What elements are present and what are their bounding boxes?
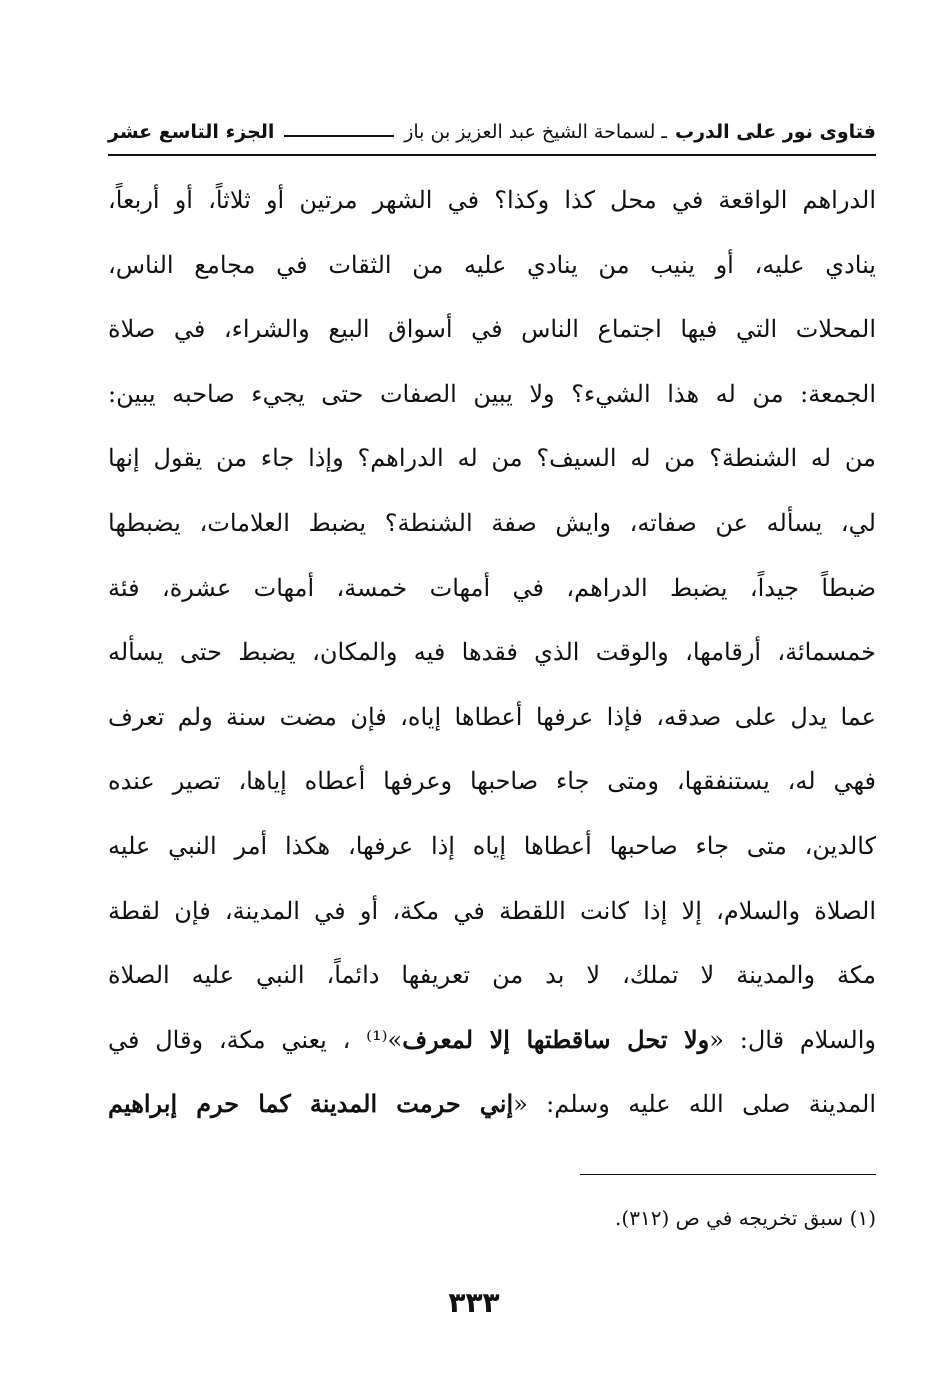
body-line	[108, 620, 876, 685]
body-line	[108, 943, 876, 1008]
text-segment: فهي له، يستنفقها، ومتى جاء صاحبها وعرفها أعطاه إياها، تصير عنده	[108, 767, 876, 796]
hadith-quote: ولا تحل ساقطتها إلا لمعرف	[402, 1024, 710, 1054]
footnote-divider	[580, 1174, 876, 1175]
header-book-title: فتاوى نور على الدرب	[675, 121, 876, 143]
body-line	[108, 491, 876, 556]
body-line	[108, 1072, 876, 1137]
body-line	[108, 749, 876, 814]
text-segment: من له الشنطة؟ من له السيف؟ من له الدراهم؟ وإذا جاء من يقول إنها	[108, 444, 876, 473]
body-line	[108, 297, 876, 362]
text-segment: المدينة صلى الله عليه وسلم: «	[513, 1090, 876, 1119]
text-segment: ضبطاً جيداً، يضبط الدراهم، في أمهات خمسة، أمهات عشرة، فئة	[108, 573, 876, 602]
body-line	[108, 685, 876, 750]
header-dash-rule	[284, 135, 394, 137]
body-line	[108, 814, 876, 879]
body-line	[108, 168, 876, 233]
page-number: ٣٣٣	[448, 1286, 500, 1319]
text-segment: الدراهم الواقعة في محل كذا وكذا؟ في الشهر مرتين أو ثلاثاً، أو أربعاً،	[108, 186, 876, 214]
text-segment: والسلام قال: «	[709, 1025, 876, 1054]
text-segment: مكة والمدينة لا تملك، لا بد من تعريفها دائماً، النبي عليه الصلاة	[108, 961, 876, 990]
text-segment: المحلات التي فيها اجتماع الناس في أسواق البيع والشراء، في صلاة	[108, 315, 876, 344]
hadith-quote: إني حرمت المدينة كما حرم إبراهيم	[108, 1089, 514, 1119]
text-segment: خمسمائة، أرقامها، والوقت الذي فقدها فيه والمكان، يضبط حتى يسأله	[108, 638, 876, 667]
text-segment: »⁽¹⁾ ، يعني مكة، وقال في	[108, 1025, 403, 1054]
body-line	[108, 1008, 876, 1073]
body-line	[108, 879, 876, 944]
text-segment: الجمعة: من له هذا الشيء؟ ولا يبين الصفات حتى يجيء صاحبه يبين:	[108, 379, 876, 408]
text-segment: كالدين، متى جاء صاحبها أعطاها إياه إذا عرفها، هكذا أمر النبي عليه	[108, 831, 876, 860]
body-text	[108, 168, 876, 1137]
footnote: (١) سبق تخريجه في ص (٣١٢).	[615, 1206, 876, 1230]
header-author: ـ لسماحة الشيخ عبد العزيز بن باز	[404, 121, 667, 143]
body-line	[108, 362, 876, 427]
body-line	[108, 233, 876, 298]
text-segment: عما يدل على صدقه، فإذا عرفها أعطاها إياه، فإن مضت سنة ولم تعرف	[108, 702, 876, 731]
text-segment: ينادي عليه، أو ينيب من ينادي عليه من الثقات في مجامع الناس،	[108, 250, 876, 279]
body-line	[108, 556, 876, 621]
running-header	[108, 112, 876, 152]
header-part: الجزء التاسع عشر	[108, 121, 275, 143]
text-segment: لي، يسأله عن صفاته، وايش صفة الشنطة؟ يضبط العلامات، يضبطها	[108, 508, 876, 537]
header-divider	[108, 154, 876, 156]
text-segment: الصلاة والسلام، إلا إذا كانت اللقطة في مكة، أو في المدينة، فإن لقطة	[108, 896, 876, 925]
body-line	[108, 426, 876, 491]
